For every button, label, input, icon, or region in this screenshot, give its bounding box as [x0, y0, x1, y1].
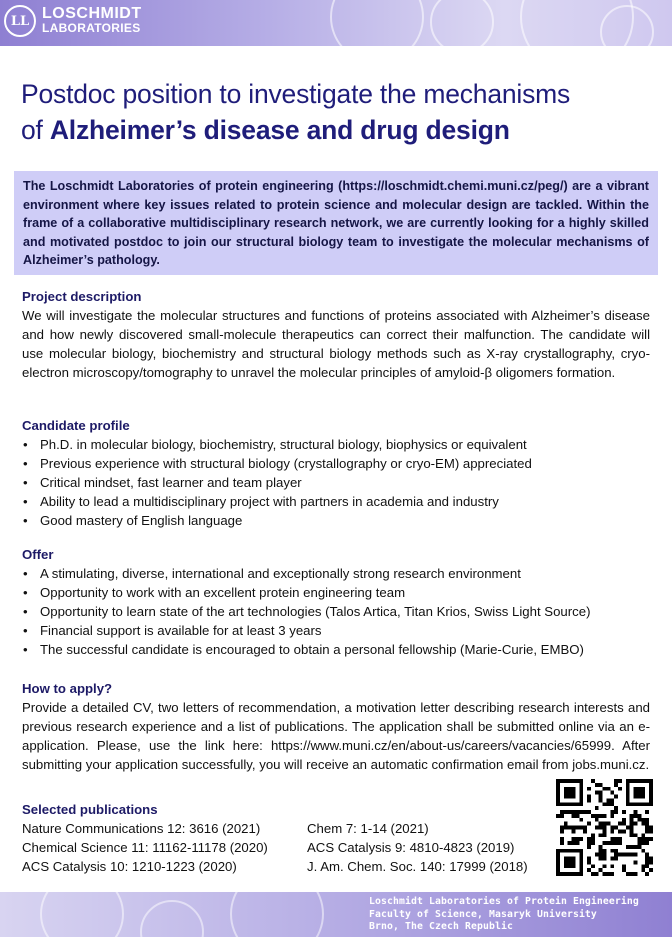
decor-bubble [330, 0, 424, 46]
list-item: • A stimulating, diverse, international and exceptionally strong research environment [22, 564, 650, 583]
publication-item: ACS Catalysis 9: 4810-4823 (2019) [307, 840, 515, 855]
list-item: • The successful candidate is encouraged to obtain a personal fellowship (Marie-Curie, EMBO) [22, 640, 650, 659]
footer-line3: Brno, The Czech Republic [369, 921, 513, 932]
publications-heading: Selected publications [22, 802, 158, 817]
footer-line1: Loschmidt Laboratories of Protein Engineering [369, 896, 639, 907]
apply-text: Provide a detailed CV, two letters of recommendation, a motivation letter describing research interests and previous research experience and a list of publications. The application shall be submitted online via an e-application. Please, use the link here: https://www.muni.cz/en/about-us/careers/vacancies/65999. After submitting your application successfully, you will receive an automatic confirmation email from jobs.muni.cz. [22, 700, 650, 772]
publication-item: Chemical Science 11: 11162-11178 (2020) [22, 840, 268, 855]
list-item: • Financial support is available for at least 3 years [22, 621, 650, 640]
candidate-list [22, 435, 650, 530]
list-item: • Ability to lead a multidisciplinary project with partners in academia and industry [22, 492, 650, 511]
decor-bubble [230, 892, 324, 937]
publications-list [22, 819, 562, 876]
offer-list [22, 564, 650, 659]
decor-bubble [430, 0, 494, 46]
page-title [21, 76, 661, 148]
apply-heading: How to apply? [22, 681, 113, 696]
decor-bubble [600, 5, 654, 46]
project-text: We will investigate the molecular structures and functions of proteins associated with Alzheimer’s disease and how newly discovered small-molecule therapeutics can correct their malfunction. The candidate will use molecular biology, biochemistry and structural biology methods such as X-ray crystallography, cryo-electron microscopy/tomography to unravel the molecular principles of amyloid-β oligomers formation. [22, 308, 650, 380]
publication-item: Chem 7: 1-14 (2021) [307, 821, 429, 836]
header-banner [0, 0, 672, 46]
apply-section [22, 679, 650, 774]
list-item: • Ph.D. in molecular biology, biochemistry, structural biology, biophysics or equivalent [22, 435, 650, 454]
title-line1: Postdoc position to investigate the mechanisms [21, 79, 571, 109]
candidate-section [22, 416, 650, 530]
list-item: • Good mastery of English language [22, 511, 650, 530]
logo-icon: LL [4, 5, 36, 37]
list-item: • Opportunity to work with an excellent protein engineering team [22, 583, 650, 602]
intro-box: The Loschmidt Laboratories of protein engineering (https://loschmidt.chemi.muni.cz/peg/) are a vibrant environment where key issues related to protein science and molecular design are tackled. Within the frame of a collaborative multidisciplinary research network, we are currently looking for a highly skilled and motivated postdoc to join our structural biology team to investigate the molecular mechanisms of Alzheimer’s pathology. [14, 171, 658, 275]
list-item: • Critical mindset, fast learner and team player [22, 473, 650, 492]
list-item: • Previous experience with structural biology (crystallography or cryo-EM) appreciated [22, 454, 650, 473]
decor-bubble [40, 892, 124, 937]
logo-line2: LABORATORIES [42, 21, 141, 35]
publications-section [22, 800, 562, 876]
candidate-heading: Candidate profile [22, 418, 130, 433]
footer-banner [0, 892, 672, 937]
logo [4, 5, 142, 37]
publication-item: ACS Catalysis 10: 1210-1223 (2020) [22, 859, 237, 874]
offer-heading: Offer [22, 547, 54, 562]
project-section [22, 287, 650, 382]
publication-item: J. Am. Chem. Soc. 140: 17999 (2018) [307, 859, 528, 874]
logo-line1: LOSCHMIDT [42, 5, 142, 22]
footer-line2: Faculty of Science, Masaryk University [369, 908, 597, 920]
title-line2-prefix: of [21, 115, 50, 145]
project-heading: Project description [22, 289, 142, 304]
publication-item: Nature Communications 12: 3616 (2021) [22, 821, 261, 836]
title-line2-bold: Alzheimer’s disease and drug design [49, 115, 510, 145]
offer-section [22, 545, 650, 659]
list-item: • Opportunity to learn state of the art technologies (Talos Artica, Titan Krios, Swiss Light Source) [22, 602, 650, 621]
logo-text [42, 7, 142, 35]
decor-bubble [140, 900, 204, 937]
footer-text [369, 896, 639, 934]
qr-code-icon[interactable] [556, 779, 653, 876]
